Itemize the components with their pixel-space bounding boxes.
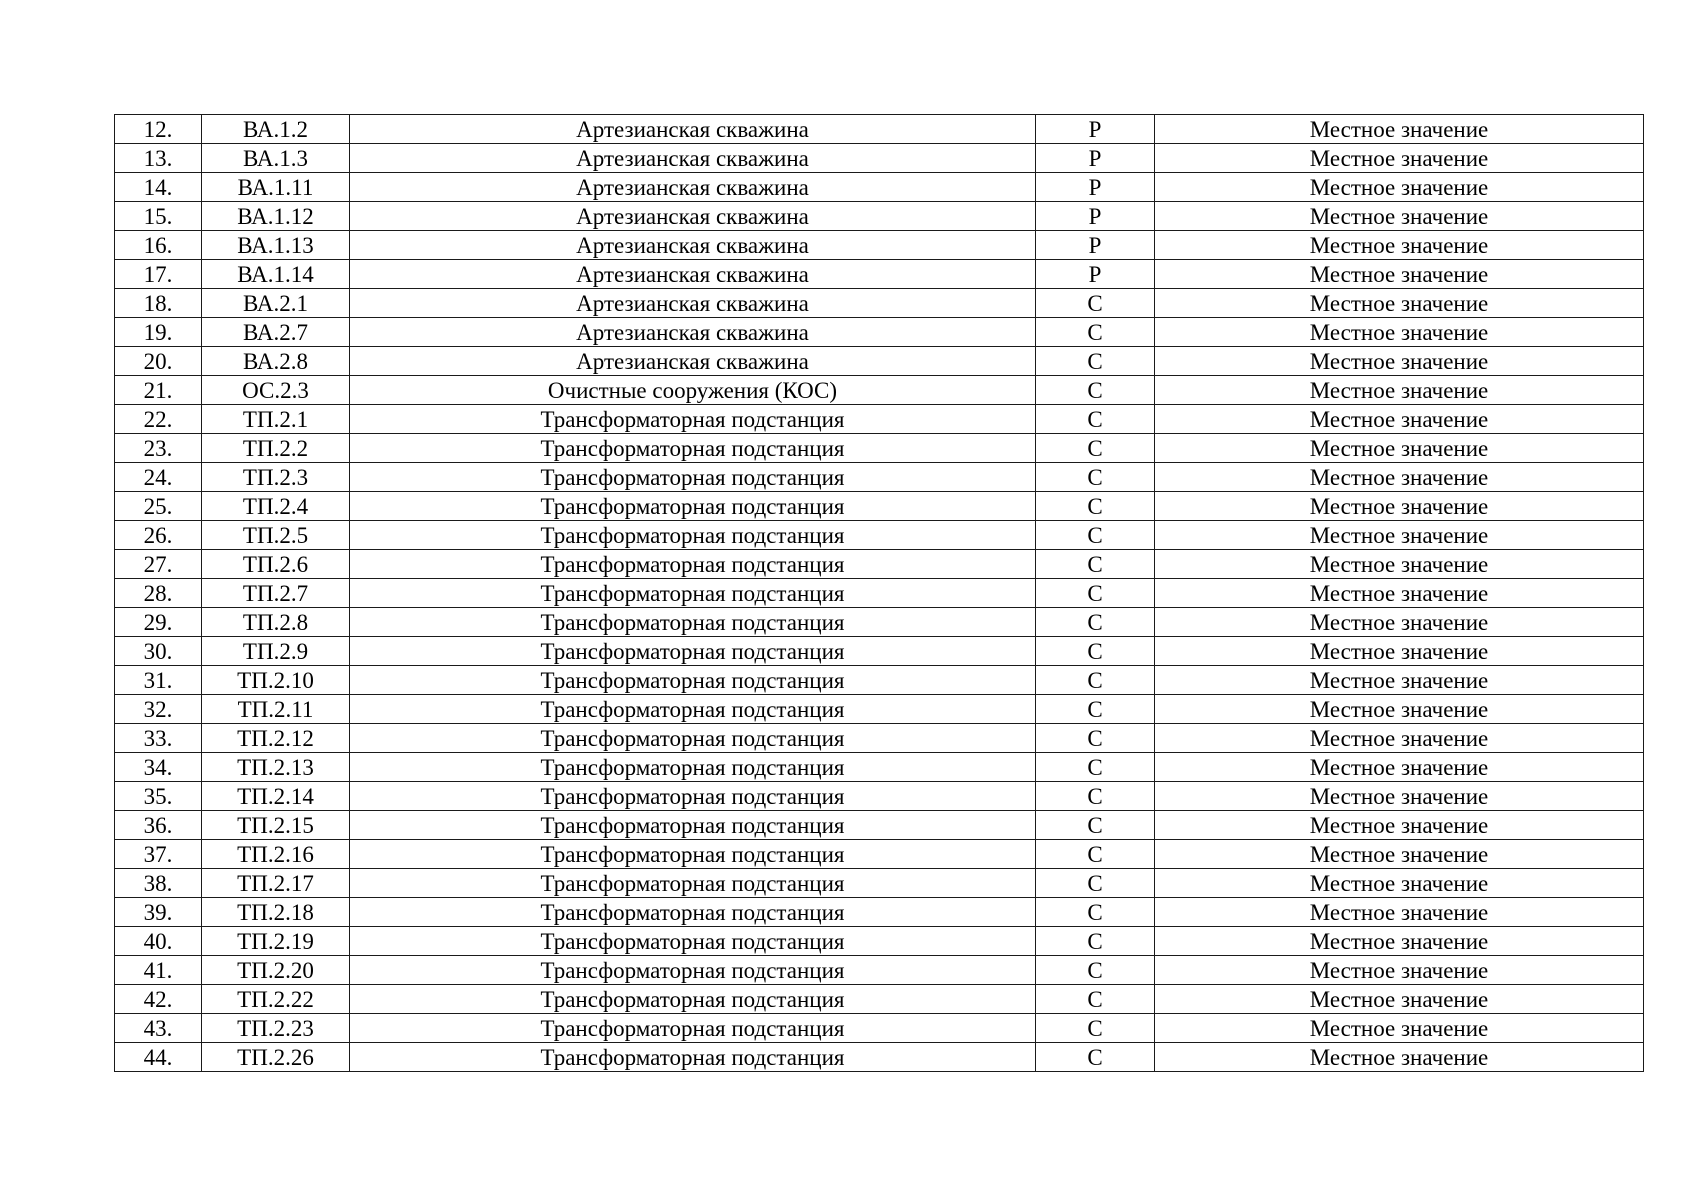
- object-code-cell: ТП.2.1: [202, 405, 350, 434]
- significance-cell: Местное значение: [1155, 463, 1644, 492]
- object-name-cell: Артезианская скважина: [350, 318, 1036, 347]
- object-name-cell: Артезианская скважина: [350, 347, 1036, 376]
- row-number-cell: 14.: [115, 173, 202, 202]
- object-code-cell: ТП.2.13: [202, 753, 350, 782]
- row-number-cell: 33.: [115, 724, 202, 753]
- status-cell: С: [1036, 811, 1155, 840]
- table-row: [115, 550, 1644, 579]
- significance-cell: Местное значение: [1155, 840, 1644, 869]
- row-number-cell: 39.: [115, 898, 202, 927]
- row-number-cell: 26.: [115, 521, 202, 550]
- object-name-cell: Трансформаторная подстанция: [350, 811, 1036, 840]
- row-number-cell: 44.: [115, 1043, 202, 1072]
- object-code-cell: ВА.1.11: [202, 173, 350, 202]
- object-code-cell: ВА.2.8: [202, 347, 350, 376]
- row-number-cell: 17.: [115, 260, 202, 289]
- object-code-cell: ВА.2.1: [202, 289, 350, 318]
- object-name-cell: Трансформаторная подстанция: [350, 840, 1036, 869]
- object-name-cell: Трансформаторная подстанция: [350, 434, 1036, 463]
- table-row: [115, 579, 1644, 608]
- significance-cell: Местное значение: [1155, 289, 1644, 318]
- object-name-cell: Трансформаторная подстанция: [350, 492, 1036, 521]
- significance-cell: Местное значение: [1155, 811, 1644, 840]
- object-name-cell: Трансформаторная подстанция: [350, 579, 1036, 608]
- row-number-cell: 38.: [115, 869, 202, 898]
- status-cell: С: [1036, 869, 1155, 898]
- row-number-cell: 16.: [115, 231, 202, 260]
- object-name-cell: Трансформаторная подстанция: [350, 956, 1036, 985]
- table-row: [115, 492, 1644, 521]
- significance-cell: Местное значение: [1155, 434, 1644, 463]
- table-row: [115, 289, 1644, 318]
- significance-cell: Местное значение: [1155, 782, 1644, 811]
- row-number-cell: 21.: [115, 376, 202, 405]
- object-name-cell: Артезианская скважина: [350, 173, 1036, 202]
- object-name-cell: Трансформаторная подстанция: [350, 521, 1036, 550]
- significance-cell: Местное значение: [1155, 550, 1644, 579]
- table-body: [115, 115, 1644, 1072]
- status-cell: С: [1036, 695, 1155, 724]
- object-code-cell: ТП.2.10: [202, 666, 350, 695]
- object-code-cell: ТП.2.5: [202, 521, 350, 550]
- table-row: [115, 811, 1644, 840]
- object-code-cell: ТП.2.12: [202, 724, 350, 753]
- table-row: [115, 724, 1644, 753]
- object-code-cell: ОС.2.3: [202, 376, 350, 405]
- significance-cell: Местное значение: [1155, 173, 1644, 202]
- table-row: [115, 956, 1644, 985]
- object-code-cell: ВА.1.2: [202, 115, 350, 144]
- table-row: [115, 637, 1644, 666]
- row-number-cell: 28.: [115, 579, 202, 608]
- object-name-cell: Трансформаторная подстанция: [350, 985, 1036, 1014]
- table-row: [115, 1014, 1644, 1043]
- table-row: [115, 869, 1644, 898]
- row-number-cell: 27.: [115, 550, 202, 579]
- object-code-cell: ТП.2.9: [202, 637, 350, 666]
- object-name-cell: Трансформаторная подстанция: [350, 753, 1036, 782]
- object-code-cell: ТП.2.7: [202, 579, 350, 608]
- status-cell: С: [1036, 724, 1155, 753]
- status-cell: С: [1036, 927, 1155, 956]
- significance-cell: Местное значение: [1155, 1014, 1644, 1043]
- object-name-cell: Артезианская скважина: [350, 202, 1036, 231]
- object-code-cell: ТП.2.11: [202, 695, 350, 724]
- significance-cell: Местное значение: [1155, 347, 1644, 376]
- row-number-cell: 29.: [115, 608, 202, 637]
- table-row: [115, 173, 1644, 202]
- object-code-cell: ТП.2.17: [202, 869, 350, 898]
- significance-cell: Местное значение: [1155, 666, 1644, 695]
- table-row: [115, 202, 1644, 231]
- status-cell: С: [1036, 579, 1155, 608]
- significance-cell: Местное значение: [1155, 144, 1644, 173]
- status-cell: С: [1036, 898, 1155, 927]
- object-code-cell: ТП.2.23: [202, 1014, 350, 1043]
- significance-cell: Местное значение: [1155, 231, 1644, 260]
- status-cell: С: [1036, 376, 1155, 405]
- significance-cell: Местное значение: [1155, 695, 1644, 724]
- status-cell: Р: [1036, 144, 1155, 173]
- table-row: [115, 695, 1644, 724]
- significance-cell: Местное значение: [1155, 492, 1644, 521]
- row-number-cell: 36.: [115, 811, 202, 840]
- object-name-cell: Трансформаторная подстанция: [350, 405, 1036, 434]
- object-name-cell: Трансформаторная подстанция: [350, 927, 1036, 956]
- row-number-cell: 23.: [115, 434, 202, 463]
- object-code-cell: ТП.2.4: [202, 492, 350, 521]
- row-number-cell: 43.: [115, 1014, 202, 1043]
- table-row: [115, 608, 1644, 637]
- significance-cell: Местное значение: [1155, 521, 1644, 550]
- status-cell: С: [1036, 1014, 1155, 1043]
- object-name-cell: Артезианская скважина: [350, 231, 1036, 260]
- object-name-cell: Трансформаторная подстанция: [350, 724, 1036, 753]
- object-name-cell: Трансформаторная подстанция: [350, 637, 1036, 666]
- status-cell: Р: [1036, 202, 1155, 231]
- row-number-cell: 41.: [115, 956, 202, 985]
- table-row: [115, 898, 1644, 927]
- table-row: [115, 347, 1644, 376]
- table-row: [115, 376, 1644, 405]
- table-row: [115, 231, 1644, 260]
- status-cell: С: [1036, 840, 1155, 869]
- row-number-cell: 35.: [115, 782, 202, 811]
- table-row: [115, 434, 1644, 463]
- object-code-cell: ТП.2.20: [202, 956, 350, 985]
- table-row: [115, 318, 1644, 347]
- status-cell: Р: [1036, 115, 1155, 144]
- significance-cell: Местное значение: [1155, 260, 1644, 289]
- row-number-cell: 18.: [115, 289, 202, 318]
- row-number-cell: 37.: [115, 840, 202, 869]
- status-cell: Р: [1036, 173, 1155, 202]
- object-name-cell: Трансформаторная подстанция: [350, 1043, 1036, 1072]
- row-number-cell: 15.: [115, 202, 202, 231]
- row-number-cell: 25.: [115, 492, 202, 521]
- object-code-cell: ТП.2.26: [202, 1043, 350, 1072]
- status-cell: С: [1036, 956, 1155, 985]
- status-cell: С: [1036, 608, 1155, 637]
- status-cell: С: [1036, 753, 1155, 782]
- row-number-cell: 19.: [115, 318, 202, 347]
- object-code-cell: ВА.1.13: [202, 231, 350, 260]
- row-number-cell: 32.: [115, 695, 202, 724]
- row-number-cell: 12.: [115, 115, 202, 144]
- object-code-cell: ВА.1.14: [202, 260, 350, 289]
- table-row: [115, 927, 1644, 956]
- table-row: [115, 1043, 1644, 1072]
- row-number-cell: 34.: [115, 753, 202, 782]
- table-row: [115, 463, 1644, 492]
- object-name-cell: Трансформаторная подстанция: [350, 608, 1036, 637]
- table-row: [115, 666, 1644, 695]
- object-name-cell: Трансформаторная подстанция: [350, 1014, 1036, 1043]
- significance-cell: Местное значение: [1155, 202, 1644, 231]
- significance-cell: Местное значение: [1155, 956, 1644, 985]
- object-code-cell: ВА.1.12: [202, 202, 350, 231]
- object-code-cell: ВА.1.3: [202, 144, 350, 173]
- object-code-cell: ТП.2.2: [202, 434, 350, 463]
- object-code-cell: ВА.2.7: [202, 318, 350, 347]
- row-number-cell: 31.: [115, 666, 202, 695]
- significance-cell: Местное значение: [1155, 898, 1644, 927]
- significance-cell: Местное значение: [1155, 753, 1644, 782]
- significance-cell: Местное значение: [1155, 318, 1644, 347]
- table-row: [115, 115, 1644, 144]
- object-name-cell: Трансформаторная подстанция: [350, 463, 1036, 492]
- status-cell: С: [1036, 782, 1155, 811]
- object-name-cell: Артезианская скважина: [350, 260, 1036, 289]
- object-code-cell: ТП.2.15: [202, 811, 350, 840]
- object-code-cell: ТП.2.3: [202, 463, 350, 492]
- status-cell: С: [1036, 347, 1155, 376]
- significance-cell: Местное значение: [1155, 1043, 1644, 1072]
- significance-cell: Местное значение: [1155, 724, 1644, 753]
- status-cell: С: [1036, 550, 1155, 579]
- object-code-cell: ТП.2.8: [202, 608, 350, 637]
- object-code-cell: ТП.2.18: [202, 898, 350, 927]
- significance-cell: Местное значение: [1155, 115, 1644, 144]
- object-name-cell: Трансформаторная подстанция: [350, 782, 1036, 811]
- object-code-cell: ТП.2.6: [202, 550, 350, 579]
- object-code-cell: ТП.2.22: [202, 985, 350, 1014]
- significance-cell: Местное значение: [1155, 376, 1644, 405]
- objects-table: [114, 114, 1644, 1072]
- table-row: [115, 840, 1644, 869]
- object-name-cell: Артезианская скважина: [350, 115, 1036, 144]
- object-code-cell: ТП.2.19: [202, 927, 350, 956]
- status-cell: Р: [1036, 231, 1155, 260]
- significance-cell: Местное значение: [1155, 637, 1644, 666]
- table-row: [115, 521, 1644, 550]
- object-name-cell: Трансформаторная подстанция: [350, 666, 1036, 695]
- table-row: [115, 405, 1644, 434]
- object-code-cell: ТП.2.14: [202, 782, 350, 811]
- status-cell: С: [1036, 434, 1155, 463]
- status-cell: С: [1036, 666, 1155, 695]
- table-row: [115, 985, 1644, 1014]
- status-cell: С: [1036, 289, 1155, 318]
- row-number-cell: 22.: [115, 405, 202, 434]
- object-name-cell: Артезианская скважина: [350, 289, 1036, 318]
- status-cell: С: [1036, 985, 1155, 1014]
- object-name-cell: Трансформаторная подстанция: [350, 550, 1036, 579]
- significance-cell: Местное значение: [1155, 927, 1644, 956]
- object-name-cell: Трансформаторная подстанция: [350, 898, 1036, 927]
- row-number-cell: 24.: [115, 463, 202, 492]
- table-row: [115, 753, 1644, 782]
- object-name-cell: Трансформаторная подстанция: [350, 695, 1036, 724]
- row-number-cell: 30.: [115, 637, 202, 666]
- status-cell: С: [1036, 405, 1155, 434]
- row-number-cell: 40.: [115, 927, 202, 956]
- table-row: [115, 260, 1644, 289]
- object-name-cell: Трансформаторная подстанция: [350, 869, 1036, 898]
- object-code-cell: ТП.2.16: [202, 840, 350, 869]
- object-name-cell: Артезианская скважина: [350, 144, 1036, 173]
- status-cell: С: [1036, 463, 1155, 492]
- table-row: [115, 144, 1644, 173]
- status-cell: С: [1036, 492, 1155, 521]
- row-number-cell: 20.: [115, 347, 202, 376]
- significance-cell: Местное значение: [1155, 869, 1644, 898]
- significance-cell: Местное значение: [1155, 579, 1644, 608]
- row-number-cell: 42.: [115, 985, 202, 1014]
- status-cell: С: [1036, 318, 1155, 347]
- significance-cell: Местное значение: [1155, 985, 1644, 1014]
- row-number-cell: 13.: [115, 144, 202, 173]
- significance-cell: Местное значение: [1155, 608, 1644, 637]
- status-cell: Р: [1036, 260, 1155, 289]
- significance-cell: Местное значение: [1155, 405, 1644, 434]
- object-name-cell: Очистные сооружения (КОС): [350, 376, 1036, 405]
- status-cell: С: [1036, 637, 1155, 666]
- table-row: [115, 782, 1644, 811]
- status-cell: С: [1036, 521, 1155, 550]
- status-cell: С: [1036, 1043, 1155, 1072]
